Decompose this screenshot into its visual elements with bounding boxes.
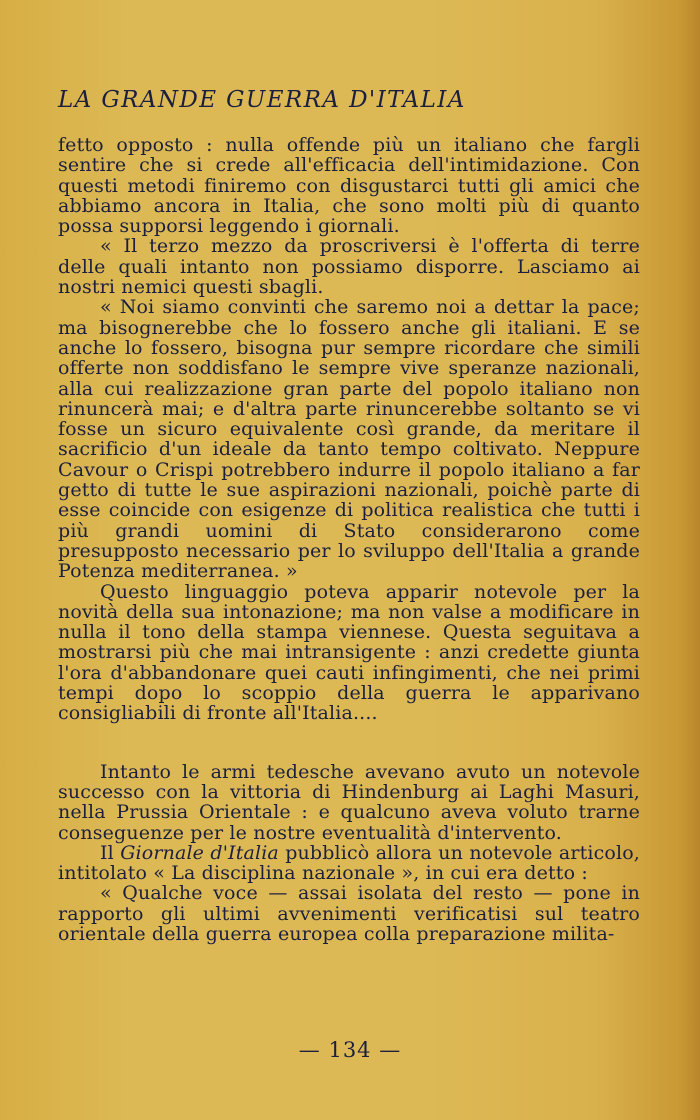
page-title: LA GRANDE GUERRA D'ITALIA xyxy=(58,87,466,113)
page-number: — 134 — xyxy=(298,1038,402,1062)
paragraph-text: Il xyxy=(100,841,121,864)
paragraph: Questo linguaggio poteva apparir notevole per la novità della sua intonazione; ma non valse a modificare in nulla il tono della stampa viennese. Questa seguitava a mostrarsi più che mai intransigente : anzi credette giunta l'ora d'abbandonare quei cauti infingimenti, che nei primi tempi dopo lo scoppio della guerra le apparivano consigliabili di fronte all'Italia.... xyxy=(58,580,640,725)
paragraph xyxy=(58,843,640,884)
section-gap xyxy=(58,724,640,762)
newspaper-title: Giornale d'Italia xyxy=(120,841,279,864)
paragraph: « Qualche voce — assai isolata del resto — pone in rapporto gli ultimi avvenimenti verificatisi sul teatro orientale della guerra europea colla preparazione milita- xyxy=(58,882,640,945)
paragraph: Intanto le armi tedesche avevano avuto un notevole successo con la vittoria di Hindenburg ai Laghi Masuri, nella Prussia Orientale : e qualcuno aveva voluto trarne conseguenze per le nostre eventualità d'intervento. xyxy=(58,760,640,844)
paragraph: fetto opposto : nulla offende più un italiano che fargli sentire che si crede all'efficacia dell'intimidazione. Con questi metodi finiremo con disgustarci tutti gli amici che abbiamo ancora in Italia, che sono molti più di quanto possa supporsi leggendo i giornali. xyxy=(58,134,640,238)
paragraph-text: pubblicò allora un notevole articolo, intitolato « La disciplina nazionale », in cui era detto : xyxy=(58,841,641,885)
paragraph: « Il terzo mezzo da proscriversi è l'offerta di terre delle quali intanto non possiamo disporre. Lasciamo ai nostri nemici questi sbagli. xyxy=(58,235,640,299)
page-body xyxy=(58,135,640,944)
paragraph: « Noi siamo convinti che saremo noi a dettar la pace; ma bisognerebbe che lo fossero anche gli italiani. E se anche lo fossero, bisogna pur sempre ricordare che simili offerte non soddisfano le sempre vive speranze nazionali, alla cui realizzazione gran parte del popolo italiano non rinuncerà mai; e d'altra parte rinuncerebbe soltanto se vi fosse un sicuro equivalente così grande, da meritare il sacrificio d'un ideale da tanto tempo coltivato. Neppure Cavour o Crispi potrebbero indurre il popolo italiano a far getto di tutte le sue aspirazioni nazionali, poichè parte di esse coincide con esigenze di politica realistica che tutti i più grandi uomini di Stato considerarono come presupposto necessario per lo sviluppo dell'Italia a grande Potenza mediterranea. » xyxy=(58,296,640,583)
